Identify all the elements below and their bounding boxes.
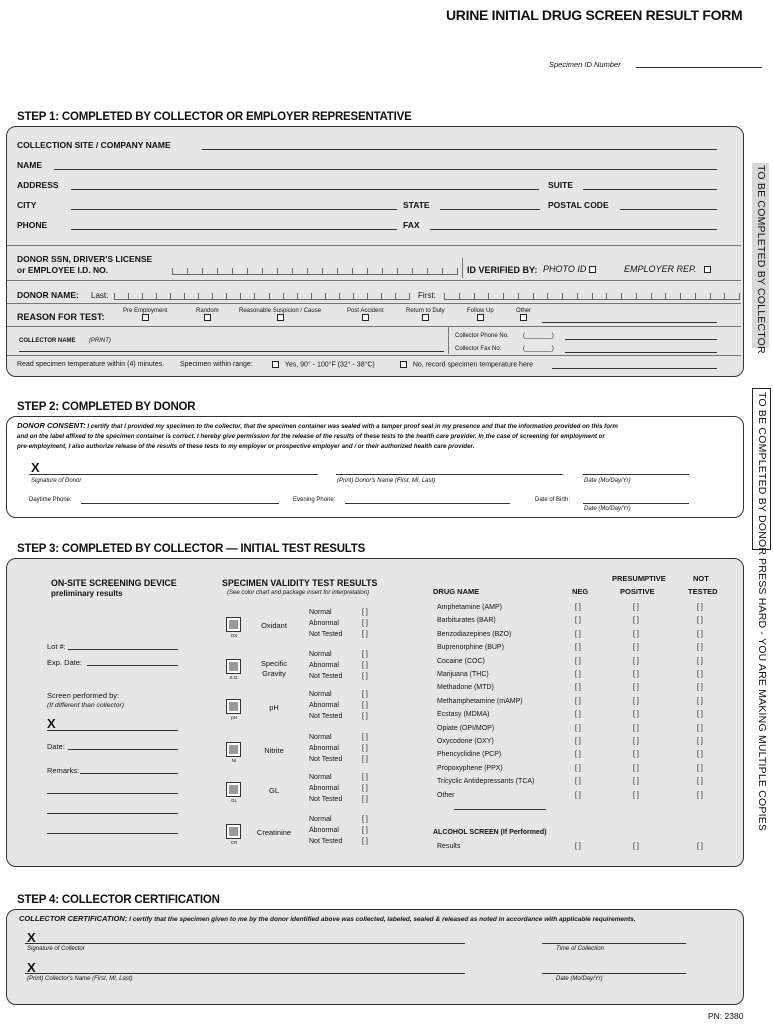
remarks-field-2[interactable] (47, 793, 178, 794)
temp-record-field[interactable] (552, 368, 717, 369)
collector-print-x: X (27, 960, 36, 975)
reason-checkbox-6[interactable] (520, 314, 527, 321)
address-label: ADDRESS (17, 180, 59, 190)
reason-label-2: Reasonable Suspicion / Cause (239, 308, 322, 314)
validity-name-line1-5: Creatinine (256, 828, 292, 837)
validity-bracket-0-2[interactable]: [ ] (362, 631, 368, 638)
collector-fax-paren: (________) (523, 346, 554, 352)
first-name-cells[interactable] (444, 289, 740, 300)
validity-bracket-1-0[interactable]: [ ] (362, 651, 368, 658)
donor-printed-name-label: (Print) Donor's Name (First, MI, Last) (337, 478, 436, 484)
donor-signature-label: Signature of Donor (31, 478, 82, 484)
exp-label: Exp. Date: (47, 658, 83, 667)
drug-pos-bracket-13[interactable]: [ ] (633, 778, 639, 786)
validity-name-line1-1: Specific (260, 659, 288, 668)
suite-field[interactable] (583, 189, 717, 190)
photo-id-label: PHOTO ID (543, 264, 587, 274)
reason-label-0: Pre Employment (123, 308, 168, 314)
temp-no-option[interactable] (400, 361, 533, 368)
validity-name-line1-3: Nitrite (264, 746, 284, 755)
validity-name-line1-2: pH (269, 703, 279, 712)
validity-name-1 (250, 659, 298, 679)
cert-text: I certify that the specimen given to me by the donor identified above was collected, labeled, sealed & released as noted in accordance with applicable requirements. (129, 916, 636, 923)
donor-id-label-1: DONOR SSN, DRIVER'S LICENSE (17, 254, 153, 264)
collector-phone-field[interactable] (565, 339, 717, 340)
drug-name-10: Oxycodone (OXY) (437, 738, 494, 745)
suite-label: SUITE (548, 180, 574, 190)
state-label: STATE (403, 200, 430, 210)
donor-printed-name-field[interactable] (336, 474, 563, 475)
reason-label-6: Other (516, 308, 532, 314)
validity-pad-5 (226, 824, 241, 839)
validity-subtitle: (See color chart and package insert for interpretation) (227, 590, 370, 596)
reason-other-field[interactable] (542, 322, 717, 323)
validity-name-5 (250, 828, 298, 838)
validity-bracket-5-0[interactable]: [ ] (362, 816, 368, 823)
drug-nt-bracket-14[interactable]: [ ] (697, 791, 703, 799)
drug-name-14: Other (437, 791, 455, 799)
drug-neg-bracket-11[interactable]: [ ] (575, 751, 581, 759)
collector-printed-name-label: (Print) Collector's Name (First, MI, Last) (27, 976, 133, 982)
side-press-hard-label: PRESS HARD - YOU ARE MAKING MULTIPLE COPIES (756, 558, 768, 832)
step1-divider-4 (7, 326, 741, 327)
drug-nt-bracket-1[interactable]: [ ] (697, 617, 703, 625)
collector-print-label: (PRINT) (88, 338, 111, 344)
collector-name-row (19, 329, 111, 347)
drug-pos-bracket-1[interactable]: [ ] (633, 617, 639, 625)
validity-level-1-1: Abnormal (309, 662, 339, 669)
exp-field[interactable] (87, 665, 178, 666)
collector-phone-paren: (________) (523, 333, 554, 339)
consent-text-1: I certify that I provided my specimen to the collector, that the specimen container was sealed with a tamper proof seal in my presence and that the information provided on this form (87, 423, 618, 430)
validity-level-5-2: Not Tested (309, 838, 343, 845)
drug-pos-bracket-8[interactable]: [ ] (633, 711, 639, 719)
drug-nt-bracket-11[interactable]: [ ] (697, 751, 703, 759)
form-title: URINE INITIAL DRUG SCREEN RESULT FORM (446, 7, 743, 23)
collection-time-field[interactable] (542, 943, 686, 944)
fax-field[interactable] (430, 229, 717, 230)
pos-col-header-2: POSITIVE (620, 587, 655, 596)
drug-name-9: Opiate (OPI/MOP) (437, 724, 495, 732)
collector-certification (19, 914, 636, 923)
step4-box (6, 909, 744, 1005)
step1-heading: STEP 1: COMPLETED BY COLLECTOR OR EMPLOYER REPRESENTATIVE (17, 111, 412, 123)
drug-nt-bracket-12[interactable]: [ ] (697, 764, 703, 772)
donor-date-label: Date (Mo/Day/Yr) (584, 478, 631, 484)
drug-neg-bracket-0[interactable]: [ ] (575, 604, 581, 611)
nt-col-header-2: TESTED (688, 587, 718, 596)
reason-checkbox-1[interactable] (204, 314, 211, 321)
validity-bracket-0-1[interactable]: [ ] (362, 620, 368, 627)
validity-name-line1-0: Oxidant (261, 621, 287, 630)
drug-neg-bracket-9[interactable]: [ ] (575, 724, 581, 732)
drug-neg-bracket-1[interactable]: [ ] (575, 617, 581, 625)
temp-read-text: Read specimen temperature within (4) minutes. (17, 361, 165, 368)
photo-id-checkbox[interactable] (589, 266, 596, 273)
drug-name-11: Phencyclidine (PCP) (437, 751, 502, 759)
validity-level-2-2: Not Tested (309, 713, 343, 720)
consent-text-2: and on the label affixed to the specimen container is correct. I hereby give permission for the release of the results of these tests to the health care provider. In the case of screening for employment or (17, 433, 605, 440)
drug-neg-bracket-14[interactable]: [ ] (575, 791, 581, 799)
reason-label: REASON FOR TEST: (17, 312, 105, 322)
validity-title: SPECIMEN VALIDITY TEST RESULTS (222, 578, 378, 588)
validity-bracket-2-1[interactable]: [ ] (362, 702, 368, 709)
specimen-id-label: Specimen ID Number (549, 60, 621, 69)
donor-sign-x: X (31, 460, 40, 475)
drug-nt-bracket-8[interactable]: [ ] (697, 711, 703, 719)
first-name-label: First: (418, 291, 436, 300)
alcohol-label: ALCOHOL SCREEN (If Performed) (433, 829, 547, 836)
city-field[interactable] (71, 209, 397, 210)
drug-pos-bracket-6[interactable]: [ ] (633, 684, 639, 692)
validity-bracket-5-2[interactable]: [ ] (362, 838, 368, 845)
reason-label-4: Return to Duty (406, 308, 445, 314)
collector-signature-field[interactable] (25, 943, 465, 944)
drug-nt-bracket-9[interactable]: [ ] (697, 724, 703, 732)
reason-return-duty[interactable] (406, 308, 445, 321)
validity-level-0-0: Normal (309, 609, 332, 616)
drug-nt-bracket-10[interactable]: [ ] (697, 738, 703, 745)
state-field[interactable] (440, 209, 540, 210)
drug-name-6: Methadone (MTD) (437, 684, 494, 692)
validity-bracket-5-1[interactable]: [ ] (362, 827, 368, 834)
alcohol-neg-bracket[interactable]: [ ] (575, 843, 581, 850)
name-label: NAME (17, 160, 43, 170)
consent-text-3: pre-employment, I also authorize release of the results of these tests to my employer or prospective employer and / or their authorized health care provider. (17, 443, 475, 450)
collection-site-field[interactable] (202, 149, 717, 150)
drug-nt-bracket-13[interactable]: [ ] (697, 778, 703, 786)
reason-checkbox-5[interactable] (477, 314, 484, 321)
drug-pos-bracket-2[interactable]: [ ] (633, 630, 639, 638)
screen-date-label: Date: (47, 742, 65, 751)
donor-name-label: DONOR NAME: (17, 290, 79, 300)
drug-neg-bracket-8[interactable]: [ ] (575, 711, 581, 719)
device-title: ON-SITE SCREENING DEVICE (51, 578, 177, 588)
specimen-id-field[interactable] (636, 67, 762, 68)
validity-bracket-2-2[interactable]: [ ] (362, 713, 368, 720)
drug-pos-bracket-7[interactable]: [ ] (633, 697, 639, 705)
collector-date-label: Date (Mo/Day/Yr) (556, 976, 603, 982)
screen-by-x: X (47, 716, 56, 731)
collector-name-field[interactable] (19, 351, 444, 352)
reason-follow-up[interactable] (467, 308, 494, 321)
drug-name-2: Benzodiazepines (BZO) (437, 630, 512, 638)
lot-label: Lot #: (47, 642, 66, 651)
employer-rep-checkbox[interactable] (704, 266, 711, 273)
donor-date-field[interactable] (583, 474, 689, 475)
validity-pad-2 (226, 699, 241, 714)
validity-bracket-4-0[interactable]: [ ] (362, 774, 368, 781)
validity-bracket-3-0[interactable]: [ ] (362, 734, 368, 741)
validity-bracket-1-1[interactable]: [ ] (362, 662, 368, 669)
reason-checkbox-3[interactable] (362, 314, 369, 321)
side-donor-label: TO BE COMPLETED BY DONOR (756, 392, 768, 556)
drug-nt-bracket-3[interactable]: [ ] (697, 644, 703, 652)
validity-level-1-0: Normal (309, 651, 332, 658)
cert-label: COLLECTOR CERTIFICATION: (19, 914, 128, 923)
drug-pos-bracket-12[interactable]: [ ] (633, 764, 639, 772)
remarks-field-1[interactable] (80, 773, 178, 774)
drug-nt-bracket-6[interactable]: [ ] (697, 684, 703, 692)
validity-name-line2-1: Gravity (262, 669, 286, 678)
drug-neg-bracket-10[interactable]: [ ] (575, 738, 581, 745)
collector-name-label: COLLECTOR NAME (19, 338, 76, 344)
fax-label: FAX (403, 220, 420, 230)
collector-fax-field[interactable] (565, 352, 717, 353)
validity-level-3-1: Abnormal (309, 745, 339, 752)
validity-level-3-0: Normal (309, 734, 332, 741)
validity-level-3-2: Not Tested (309, 756, 343, 763)
step3-heading: STEP 3: COMPLETED BY COLLECTOR — INITIAL TEST RESULTS (17, 543, 366, 555)
temp-no-checkbox[interactable] (400, 361, 407, 368)
drug-pos-bracket-4[interactable]: [ ] (633, 657, 639, 665)
validity-level-4-1: Abnormal (309, 785, 339, 792)
collector-date-field[interactable] (542, 973, 686, 974)
drug-neg-bracket-2[interactable]: [ ] (575, 630, 581, 638)
validity-code-2: pH (231, 715, 237, 720)
city-label: CITY (17, 200, 37, 210)
dob-label: Date of Birth: (535, 497, 571, 503)
drug-pos-bracket-9[interactable]: [ ] (633, 724, 639, 732)
reason-checkbox-4[interactable] (422, 314, 429, 321)
reason-random[interactable] (196, 308, 219, 321)
alcohol-pos-bracket[interactable]: [ ] (633, 843, 639, 850)
screen-by-field[interactable] (47, 730, 178, 731)
collector-phone-label: Collector Phone No. (455, 333, 509, 339)
validity-bracket-0-0[interactable]: [ ] (362, 609, 368, 616)
validity-name-4 (250, 786, 298, 796)
validity-code-3: NI (231, 758, 237, 763)
drug-name-12: Propoxyphene (PPX) (437, 764, 503, 772)
validity-bracket-2-0[interactable]: [ ] (362, 691, 368, 698)
screen-by-sub: (If different than collector) (47, 702, 125, 709)
validity-bracket-3-2[interactable]: [ ] (362, 756, 368, 763)
reason-pre-employment[interactable] (123, 308, 167, 321)
dob-date-label: Date (Mo/Day/Yr) (584, 506, 631, 512)
day-phone-label: Daytime Phone: (29, 497, 72, 503)
validity-bracket-4-2[interactable]: [ ] (362, 796, 368, 803)
pos-col-header-1: PRESUMPTIVE (612, 574, 666, 583)
eve-phone-field[interactable] (345, 503, 510, 504)
collector-printed-name-field[interactable] (25, 973, 465, 974)
drug-name-3: Buprenorphine (BUP) (437, 644, 504, 652)
employer-rep-label: EMPLOYER REP. (624, 264, 697, 274)
drug-name-7: Methamphetamine (mAMP) (437, 697, 523, 705)
collector-signature-label: Signature of Collector (27, 946, 85, 952)
temp-yes-label: Yes, 90° - 100°F (32° - 38°C) (284, 361, 375, 369)
validity-bracket-3-1[interactable]: [ ] (362, 745, 368, 752)
drug-neg-bracket-4[interactable]: [ ] (575, 657, 581, 665)
remarks-field-4[interactable] (47, 833, 178, 834)
drug-neg-bracket-5[interactable]: [ ] (575, 671, 581, 678)
validity-level-2-1: Abnormal (309, 702, 339, 709)
validity-level-0-1: Abnormal (309, 620, 339, 627)
validity-level-2-0: Normal (309, 691, 332, 698)
validity-code-5: CR (230, 840, 238, 845)
other-drug-field[interactable] (454, 809, 546, 810)
reason-label-5: Follow Up (467, 308, 494, 314)
part-number: PN: 2380 (708, 1011, 744, 1021)
collector-divider (448, 327, 449, 354)
alcohol-nt-bracket[interactable]: [ ] (697, 843, 703, 850)
drug-pos-bracket-0[interactable]: [ ] (633, 604, 639, 611)
step1-divider-3 (7, 303, 741, 304)
drug-pos-bracket-14[interactable]: [ ] (633, 791, 639, 799)
drug-pos-bracket-10[interactable]: [ ] (633, 738, 639, 745)
drug-nt-bracket-0[interactable]: [ ] (697, 604, 703, 611)
day-phone-field[interactable] (81, 503, 279, 504)
validity-level-4-0: Normal (309, 774, 332, 781)
collection-time-label: Time of Collection (556, 946, 604, 952)
postal-label: POSTAL CODE (548, 200, 609, 210)
validity-level-1-2: Not Tested (309, 673, 343, 680)
drug-neg-bracket-3[interactable]: [ ] (575, 644, 581, 652)
screen-by-label: Screen performed by: (47, 691, 120, 700)
validity-name-2 (250, 703, 298, 713)
donor-signature-field[interactable] (29, 474, 318, 475)
drug-neg-bracket-6[interactable]: [ ] (575, 684, 581, 692)
collector-fax-label: Collector Fax No. (455, 346, 502, 352)
last-name-label: Last: (91, 291, 109, 300)
reason-other[interactable] (516, 308, 531, 321)
validity-bracket-4-1[interactable]: [ ] (362, 785, 368, 792)
collector-sign-x: X (27, 930, 36, 945)
drug-neg-bracket-13[interactable]: [ ] (575, 778, 581, 786)
employer-rep-option[interactable] (624, 264, 711, 274)
validity-pad-4 (226, 782, 241, 797)
drug-neg-bracket-7[interactable]: [ ] (575, 697, 581, 705)
last-name-cells[interactable] (114, 289, 410, 300)
drug-pos-bracket-5[interactable]: [ ] (633, 671, 639, 678)
drug-col-header: DRUG NAME (433, 587, 480, 596)
validity-pad-0 (226, 617, 241, 632)
drug-name-8: Ecstasy (MDMA) (437, 711, 490, 719)
reason-suspicion[interactable] (239, 308, 321, 321)
temp-range-text: Specimen within range: (180, 361, 253, 368)
donor-id-label-2: or EMPLOYEE I.D. NO. (17, 265, 109, 275)
validity-code-0: OX (230, 633, 238, 638)
step4-heading: STEP 4: COLLECTOR CERTIFICATION (17, 894, 220, 906)
lot-field[interactable] (68, 649, 178, 650)
validity-pad-3 (226, 742, 241, 757)
remarks-label: Remarks: (47, 766, 80, 775)
collection-site-label: COLLECTION SITE / COMPANY NAME (17, 140, 171, 150)
neg-col-header: NEG (572, 587, 589, 596)
side-collector-label: TO BE COMPLETED BY COLLECTOR (755, 165, 767, 354)
donor-consent (17, 421, 737, 452)
phone-field[interactable] (71, 229, 397, 230)
validity-name-0 (250, 621, 298, 631)
drug-name-0: Amphetamine (AMP) (437, 604, 502, 611)
reason-checkbox-0[interactable] (142, 314, 149, 321)
validity-code-1: S.G. (229, 675, 239, 680)
drug-pos-bracket-3[interactable]: [ ] (633, 644, 639, 652)
reason-label-3: Post Accident (347, 308, 384, 314)
drug-pos-bracket-11[interactable]: [ ] (633, 751, 639, 759)
consent-label: DONOR CONSENT: (17, 421, 86, 430)
screen-date-field[interactable] (68, 749, 178, 750)
drug-nt-bracket-5[interactable]: [ ] (697, 671, 703, 678)
alcohol-results-label: Results (437, 843, 461, 850)
drug-name-1: Barbiturates (BAR) (437, 617, 496, 625)
name-field[interactable] (54, 169, 717, 170)
validity-name-3 (250, 746, 298, 756)
remarks-field-3[interactable] (47, 813, 178, 814)
drug-neg-bracket-12[interactable]: [ ] (575, 764, 581, 772)
reason-label-1: Random (196, 308, 219, 314)
nt-col-header-1: NOT (693, 574, 709, 583)
validity-level-0-2: Not Tested (309, 631, 343, 638)
reason-checkbox-2[interactable] (277, 314, 284, 321)
validity-level-5-1: Abnormal (309, 827, 339, 834)
drug-name-4: Cocaine (COC) (437, 657, 485, 665)
step1-divider-5 (7, 355, 741, 356)
step1-divider (7, 245, 741, 246)
address-field[interactable] (71, 189, 539, 190)
temp-yes-option[interactable] (272, 361, 375, 368)
id-verified-label: ID VERIFIED BY: (467, 265, 538, 275)
step1-divider-2 (7, 280, 741, 281)
drug-name-13: Tricyclic Antidepressants (TCA) (437, 778, 535, 786)
validity-level-4-2: Not Tested (309, 796, 343, 803)
drug-nt-bracket-4[interactable]: [ ] (697, 657, 703, 665)
validity-name-line1-4: GL (268, 786, 279, 795)
temp-yes-checkbox[interactable] (272, 361, 279, 368)
phone-label: PHONE (17, 220, 48, 230)
drug-nt-bracket-2[interactable]: [ ] (697, 630, 703, 638)
validity-level-5-0: Normal (309, 816, 332, 823)
step2-heading: STEP 2: COMPLETED BY DONOR (17, 401, 196, 413)
validity-pad-1 (226, 659, 241, 674)
device-subtitle: preliminary results (51, 589, 123, 598)
eve-phone-label: Evening Phone: (293, 497, 336, 503)
reason-post-accident[interactable] (347, 308, 383, 321)
id-verify-divider (462, 258, 463, 278)
validity-bracket-1-2[interactable]: [ ] (362, 673, 368, 680)
photo-id-option[interactable] (543, 264, 596, 274)
dob-field[interactable] (583, 503, 689, 504)
drug-nt-bracket-7[interactable]: [ ] (697, 697, 703, 705)
temp-no-label: No, record specimen temperature here (412, 361, 534, 369)
validity-code-4: GL (230, 798, 237, 803)
drug-name-5: Marijuana (THC) (437, 671, 489, 678)
postal-field[interactable] (620, 209, 717, 210)
donor-id-cells[interactable] (172, 264, 458, 275)
